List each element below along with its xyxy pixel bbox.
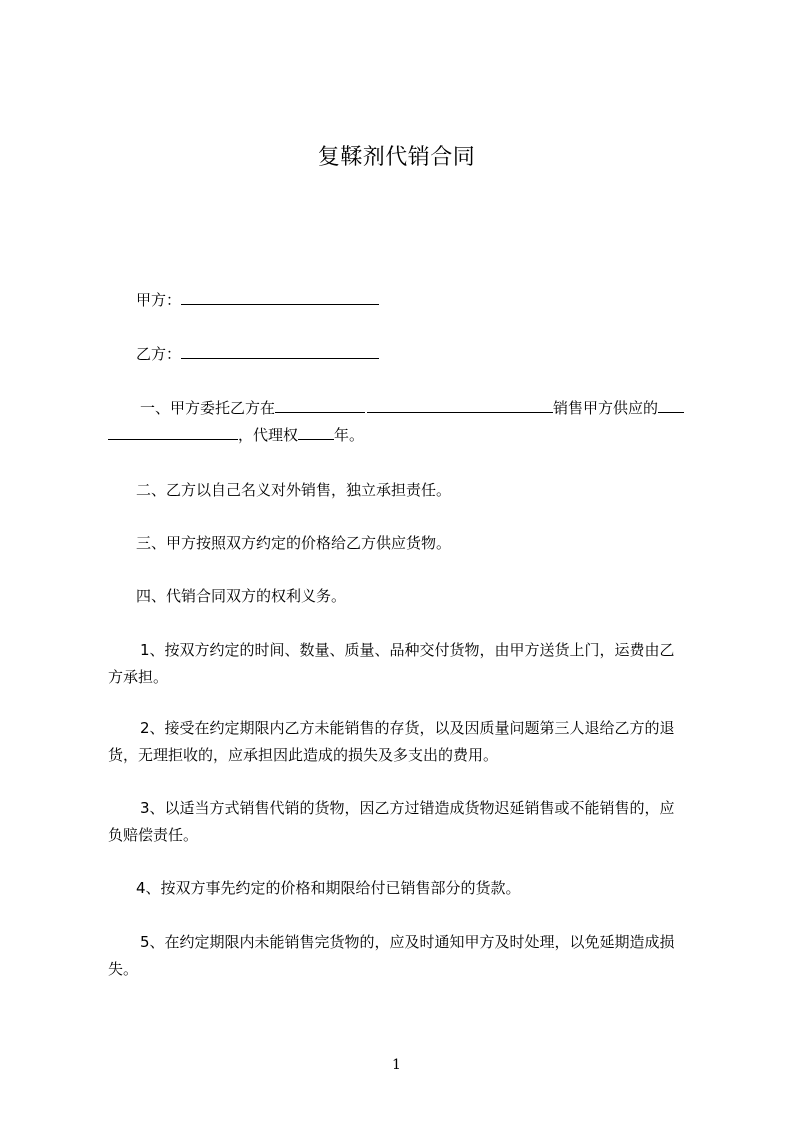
clause-1-goods-blank-a[interactable] [658,398,684,413]
clause-4: 四、代销合同双方的权利义务。 [136,587,347,605]
clause-1-line-1 [140,398,740,418]
page-number: 1 [392,1057,401,1073]
clause-1-prefix: 一、甲方委托乙方在 [140,399,276,417]
clause-1-line-2 [108,425,708,445]
clause-1-goods-blank-b[interactable] [108,425,238,440]
clause-1-years-blank[interactable] [298,425,334,440]
item-3-line-1: 3、以适当方式销售代销的货物，因乙方过错造成货物迟延销售或不能销售的，应 [140,799,675,817]
item-2-line-1: 2、接受在约定期限内乙方未能销售的存货，以及因质量问题第三人退给乙方的退 [140,719,675,737]
clause-1-cont: ，代理权 [238,426,299,444]
party-a-blank[interactable] [181,290,379,305]
item-1-line-2: 方承担。 [108,668,169,686]
clause-1-suffix: 年。 [334,426,365,444]
party-b-label: 乙方： [136,345,182,363]
party-b-line [136,344,736,364]
party-a-label: 甲方： [136,291,182,309]
clause-1-location-blank-b[interactable] [367,398,553,413]
item-5-line-2: 失。 [108,960,139,978]
item-4-line-1: 4、按双方事先约定的价格和期限给付已销售部分的货款。 [136,879,521,897]
item-5-line-1: 5、在约定期限内未能销售完货物的，应及时通知甲方及时处理，以免延期造成损 [140,933,675,951]
clause-2: 二、乙方以自己名义对外销售，独立承担责任。 [136,481,452,499]
item-1-line-1: 1、按双方约定的时间、数量、质量、品种交付货物，由甲方送货上门，运费由乙 [140,641,675,659]
item-2-line-2: 货，无理拒收的，应承担因此造成的损失及多支出的费用。 [108,746,499,764]
document-title: 复鞣剂代销合同 [317,145,476,170]
party-b-blank[interactable] [181,344,379,359]
clause-1-location-blank-a[interactable] [275,398,365,413]
clause-3: 三、甲方按照双方约定的价格给乙方供应货物。 [136,534,452,552]
party-a-line [136,290,736,310]
clause-1-middle: 销售甲方供应的 [553,399,659,417]
item-3-line-2: 负赔偿责任。 [108,826,199,844]
